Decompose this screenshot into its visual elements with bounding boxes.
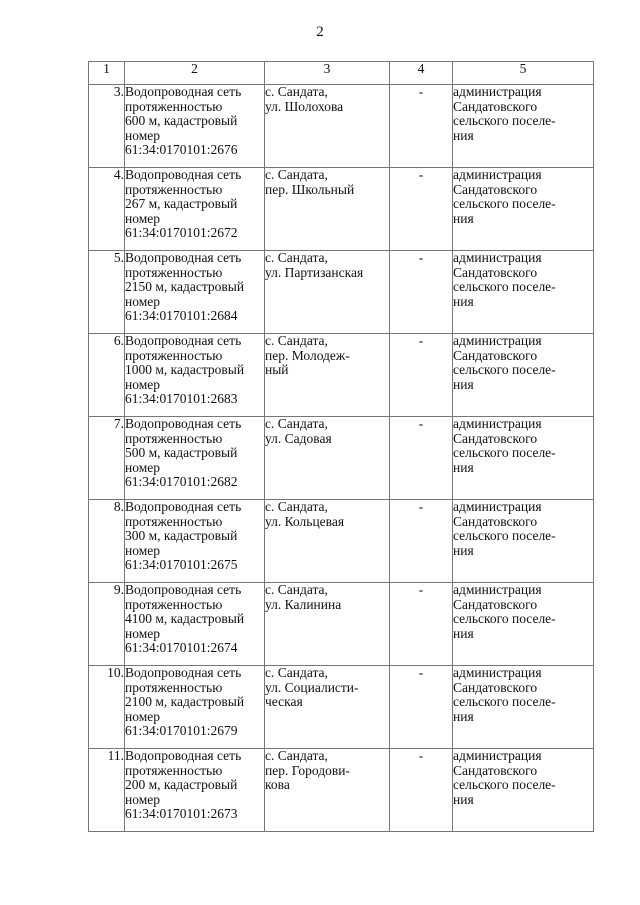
- column-header: 1: [89, 62, 125, 85]
- column-header: 4: [390, 62, 453, 85]
- row-number: 4.: [89, 168, 125, 251]
- holder-name: администрация Сандатовского сельского поселе- ния: [453, 251, 594, 334]
- row-number: 9.: [89, 583, 125, 666]
- table-row: [89, 168, 594, 251]
- column-4-value: -: [390, 500, 453, 583]
- column-4-value: -: [390, 85, 453, 168]
- row-number: 5.: [89, 251, 125, 334]
- column-header: 5: [453, 62, 594, 85]
- object-description: Водопроводная сеть протяженностью 500 м, кадастровый номер 61:34:0170101:2682: [125, 417, 265, 500]
- object-description: Водопроводная сеть протяженностью 4100 м, кадастровый номер 61:34:0170101:2674: [125, 583, 265, 666]
- holder-name: администрация Сандатовского сельского поселе- ния: [453, 749, 594, 832]
- table-row: [89, 251, 594, 334]
- object-address: с. Сандата, ул. Садовая: [265, 417, 390, 500]
- holder-name: администрация Сандатовского сельского поселе- ния: [453, 417, 594, 500]
- object-address: с. Сандата, ул. Социалисти- ческая: [265, 666, 390, 749]
- object-address: с. Сандата, ул. Шолохова: [265, 85, 390, 168]
- column-4-value: -: [390, 749, 453, 832]
- object-address: с. Сандата, пер. Городови- кова: [265, 749, 390, 832]
- column-4-value: -: [390, 417, 453, 500]
- table-row: [89, 85, 594, 168]
- column-4-value: -: [390, 251, 453, 334]
- column-header: 3: [265, 62, 390, 85]
- property-table: [88, 61, 594, 832]
- table-row: [89, 417, 594, 500]
- row-number: 8.: [89, 500, 125, 583]
- row-number: 6.: [89, 334, 125, 417]
- table-row: [89, 583, 594, 666]
- row-number: 3.: [89, 85, 125, 168]
- holder-name: администрация Сандатовского сельского поселе- ния: [453, 500, 594, 583]
- table-header-row: [89, 62, 594, 85]
- holder-name: администрация Сандатовского сельского поселе- ния: [453, 168, 594, 251]
- column-4-value: -: [390, 583, 453, 666]
- row-number: 10.: [89, 666, 125, 749]
- object-address: с. Сандата, ул. Калинина: [265, 583, 390, 666]
- column-4-value: -: [390, 666, 453, 749]
- object-description: Водопроводная сеть протяженностью 2150 м, кадастровый номер 61:34:0170101:2684: [125, 251, 265, 334]
- table-row: [89, 334, 594, 417]
- object-description: Водопроводная сеть протяженностью 2100 м, кадастровый номер 61:34:0170101:2679: [125, 666, 265, 749]
- row-number: 11.: [89, 749, 125, 832]
- page-number: 2: [316, 24, 324, 40]
- object-address: с. Сандата, пер. Школьный: [265, 168, 390, 251]
- column-header: 2: [125, 62, 265, 85]
- object-description: Водопроводная сеть протяженностью 600 м, кадастровый номер 61:34:0170101:2676: [125, 85, 265, 168]
- column-4-value: -: [390, 168, 453, 251]
- holder-name: администрация Сандатовского сельского поселе- ния: [453, 583, 594, 666]
- object-address: с. Сандата, пер. Молодеж- ный: [265, 334, 390, 417]
- holder-name: администрация Сандатовского сельского поселе- ния: [453, 85, 594, 168]
- object-description: Водопроводная сеть протяженностью 300 м, кадастровый номер 61:34:0170101:2675: [125, 500, 265, 583]
- table-row: [89, 666, 594, 749]
- object-address: с. Сандата, ул. Кольцевая: [265, 500, 390, 583]
- holder-name: администрация Сандатовского сельского поселе- ния: [453, 666, 594, 749]
- object-description: Водопроводная сеть протяженностью 1000 м, кадастровый номер 61:34:0170101:2683: [125, 334, 265, 417]
- column-4-value: -: [390, 334, 453, 417]
- object-description: Водопроводная сеть протяженностью 267 м, кадастровый номер 61:34:0170101:2672: [125, 168, 265, 251]
- table-row: [89, 749, 594, 832]
- row-number: 7.: [89, 417, 125, 500]
- table-row: [89, 500, 594, 583]
- holder-name: администрация Сандатовского сельского поселе- ния: [453, 334, 594, 417]
- object-description: Водопроводная сеть протяженностью 200 м, кадастровый номер 61:34:0170101:2673: [125, 749, 265, 832]
- object-address: с. Сандата, ул. Партизанская: [265, 251, 390, 334]
